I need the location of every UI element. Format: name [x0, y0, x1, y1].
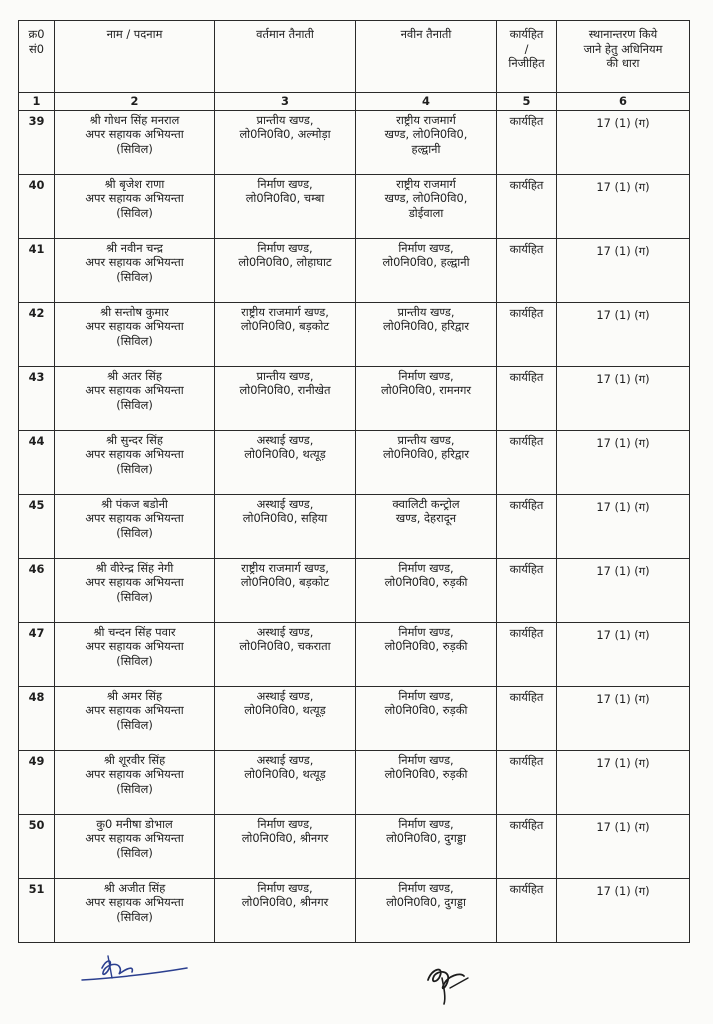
reason-cell: कार्यहित [497, 430, 557, 494]
cell-line: निर्माण खण्ड, [257, 816, 313, 831]
cell-line: निजीहित [508, 56, 545, 71]
name-designation-cell [55, 558, 215, 622]
cell-line: (सिविल) [116, 141, 153, 156]
table-body [19, 110, 690, 942]
transfer-table [18, 20, 690, 943]
cell-line: लो0नि0वि0, रामनगर [380, 383, 472, 398]
new-posting-cell [356, 814, 497, 878]
name-designation-cell [55, 302, 215, 366]
cell-line: (सिविल) [116, 589, 153, 604]
cell-line: अपर सहायक अभियन्ता [85, 383, 184, 398]
reason-cell: कार्यहित [497, 302, 557, 366]
signature-left-icon [72, 950, 192, 990]
serial-number-cell: 44 [19, 430, 55, 494]
new-posting-cell [356, 622, 497, 686]
table-row [19, 430, 690, 494]
new-posting-cell [356, 686, 497, 750]
table-row [19, 366, 690, 430]
cell-line: प्रान्तीय खण्ड, [256, 112, 314, 127]
cell-line: निर्माण खण्ड, [398, 240, 454, 255]
cell-line: श्री बृजेश राणा [104, 176, 165, 191]
new-posting-cell [356, 174, 497, 238]
current-posting-cell [215, 494, 356, 558]
cell-line: निर्माण खण्ड, [398, 816, 454, 831]
cell-line: अपर सहायक अभियन्ता [85, 511, 184, 526]
cell-line: खण्ड, देहरादून [395, 511, 457, 526]
cell-line: कार्यहित [509, 27, 544, 41]
new-posting-cell [356, 238, 497, 302]
name-designation-cell [55, 878, 215, 942]
cell-line: लो0नि0वि0, रानीखेत [239, 383, 331, 398]
cell-line: प्रान्तीय खण्ड, [256, 368, 314, 383]
cell-line: (सिविल) [116, 909, 153, 924]
cell-line: (सिविल) [116, 461, 153, 476]
name-designation-cell [55, 430, 215, 494]
cell-line: लो0नि0वि0, श्रीनगर [241, 831, 329, 846]
serial-number-cell: 39 [19, 110, 55, 174]
cell-line: श्री गोधन सिंह मनराल [89, 112, 180, 127]
column-number: 4 [356, 93, 497, 111]
column-number: 3 [215, 93, 356, 111]
cell-line: लो0नि0वि0, रुड़की [384, 639, 468, 654]
name-designation-cell [55, 366, 215, 430]
cell-line: कु0 मनीषा डोभाल [96, 816, 173, 831]
cell-line: डोईवाला [408, 205, 444, 220]
cell-line: स्थानान्तरण किये [588, 27, 658, 41]
column-number: 2 [55, 93, 215, 111]
cell-line: अपर सहायक अभियन्ता [85, 895, 184, 910]
table-row [19, 686, 690, 750]
table-row [19, 750, 690, 814]
header-act-section [557, 21, 690, 93]
cell-line: लो0नि0वि0, रुड़की [384, 767, 468, 782]
new-posting-cell [356, 558, 497, 622]
cell-line: राष्ट्रीय राजमार्ग [396, 112, 456, 127]
cell-line: / [524, 41, 529, 56]
cell-line: अपर सहायक अभियन्ता [85, 447, 184, 462]
reason-cell: कार्यहित [497, 366, 557, 430]
cell-line: निर्माण खण्ड, [398, 752, 454, 767]
name-designation-cell [55, 174, 215, 238]
act-section-cell: 17 (1) (ग) [557, 302, 690, 366]
cell-line: हल्द्वानी [411, 141, 441, 156]
current-posting-cell [215, 558, 356, 622]
cell-line: प्रान्तीय खण्ड, [397, 304, 455, 319]
cell-line: प्रान्तीय खण्ड, [397, 432, 455, 447]
cell-line: लो0नि0वि0, दुगड्डा [386, 895, 466, 910]
cell-line: सं0 [29, 41, 44, 56]
cell-line: अपर सहायक अभियन्ता [85, 191, 184, 206]
cell-line: लो0नि0वि0, हरिद्वार [382, 447, 470, 462]
cell-line: (सिविल) [116, 717, 153, 732]
cell-line: निर्माण खण्ड, [398, 688, 454, 703]
cell-line: लो0नि0वि0, चकराता [239, 639, 331, 654]
act-section-cell: 17 (1) (ग) [557, 430, 690, 494]
act-section-cell: 17 (1) (ग) [557, 622, 690, 686]
new-posting-cell [356, 878, 497, 942]
cell-line: (सिविल) [116, 653, 153, 668]
cell-line: (सिविल) [116, 845, 153, 860]
current-posting-cell [215, 366, 356, 430]
header-name-designation [55, 21, 215, 93]
cell-line: लो0नि0वि0, थत्यूड़ [244, 767, 326, 782]
cell-line: अस्थाई खण्ड, [256, 432, 314, 447]
reason-cell: कार्यहित [497, 494, 557, 558]
table-row [19, 494, 690, 558]
name-designation-cell [55, 686, 215, 750]
name-designation-cell [55, 494, 215, 558]
new-posting-cell [356, 494, 497, 558]
current-posting-cell [215, 622, 356, 686]
reason-cell: कार्यहित [497, 622, 557, 686]
name-designation-cell [55, 622, 215, 686]
cell-line: निर्माण खण्ड, [398, 560, 454, 575]
act-section-cell: 17 (1) (ग) [557, 366, 690, 430]
cell-line: (सिविल) [116, 397, 153, 412]
current-posting-cell [215, 238, 356, 302]
act-section-cell: 17 (1) (ग) [557, 750, 690, 814]
table-row [19, 110, 690, 174]
act-section-cell: 17 (1) (ग) [557, 686, 690, 750]
table-row [19, 302, 690, 366]
header-new-posting [356, 21, 497, 93]
cell-line: निर्माण खण्ड, [257, 880, 313, 895]
cell-line: राष्ट्रीय राजमार्ग [396, 176, 456, 191]
cell-line: श्री पंकज बडोनी [101, 496, 168, 511]
name-designation-cell [55, 814, 215, 878]
name-designation-cell [55, 750, 215, 814]
cell-line: अस्थाई खण्ड, [256, 752, 314, 767]
cell-line: अपर सहायक अभियन्ता [85, 255, 184, 270]
cell-line: श्री सुन्दर सिंह [106, 432, 163, 447]
cell-line: श्री अतर सिंह [107, 368, 162, 383]
reason-cell: कार्यहित [497, 750, 557, 814]
cell-line: लो0नि0वि0, दुगड्डा [386, 831, 466, 846]
current-posting-cell [215, 878, 356, 942]
cell-line: लो0नि0वि0, हरिद्वार [382, 319, 470, 334]
cell-line: क्वालिटी कन्ट्रोल [392, 496, 460, 511]
serial-number-cell: 47 [19, 622, 55, 686]
reason-cell: कार्यहित [497, 110, 557, 174]
cell-line: अपर सहायक अभियन्ता [85, 319, 184, 334]
cell-line: श्री सन्तोष कुमार [100, 304, 169, 319]
cell-line: निर्माण खण्ड, [257, 176, 313, 191]
cell-line: निर्माण खण्ड, [398, 880, 454, 895]
act-section-cell: 17 (1) (ग) [557, 174, 690, 238]
cell-line: क्र0 [28, 27, 45, 41]
cell-line: अस्थाई खण्ड, [256, 496, 314, 511]
cell-line: (सिविल) [116, 269, 153, 284]
cell-line: नवीन तैनाती [400, 27, 452, 41]
new-posting-cell [356, 366, 497, 430]
cell-line: (सिविल) [116, 333, 153, 348]
act-section-cell: 17 (1) (ग) [557, 494, 690, 558]
serial-number-cell: 51 [19, 878, 55, 942]
cell-line: जाने हेतु अधिनियम [583, 41, 663, 56]
serial-number-cell: 48 [19, 686, 55, 750]
new-posting-cell [356, 110, 497, 174]
serial-number-cell: 45 [19, 494, 55, 558]
current-posting-cell [215, 430, 356, 494]
cell-line: लो0नि0वि0, चम्बा [245, 191, 325, 206]
cell-line: अस्थाई खण्ड, [256, 624, 314, 639]
cell-line: लो0नि0वि0, थत्यूड़ [244, 703, 326, 718]
new-posting-cell [356, 430, 497, 494]
cell-line: लो0नि0वि0, हल्द्वानी [382, 255, 470, 270]
cell-line: श्री अमर सिंह [106, 688, 163, 703]
cell-line: निर्माण खण्ड, [398, 368, 454, 383]
table-header [19, 21, 690, 111]
cell-line: लो0नि0वि0, बड़कोट [240, 319, 330, 334]
cell-line: राष्ट्रीय राजमार्ग खण्ड, [241, 560, 329, 575]
table-row [19, 878, 690, 942]
table-row [19, 814, 690, 878]
cell-line: राष्ट्रीय राजमार्ग खण्ड, [241, 304, 329, 319]
cell-line: निर्माण खण्ड, [398, 624, 454, 639]
header-current-posting [215, 21, 356, 93]
act-section-cell: 17 (1) (ग) [557, 878, 690, 942]
act-section-cell: 17 (1) (ग) [557, 238, 690, 302]
serial-number-cell: 43 [19, 366, 55, 430]
cell-line: वर्तमान तैनाती [256, 27, 314, 41]
cell-line: निर्माण खण्ड, [257, 240, 313, 255]
reason-cell: कार्यहित [497, 238, 557, 302]
reason-cell: कार्यहित [497, 686, 557, 750]
column-number-row [19, 93, 690, 111]
reason-cell: कार्यहित [497, 814, 557, 878]
cell-line: श्री वीरेन्द्र सिंह नेगी [95, 560, 174, 575]
table-row [19, 622, 690, 686]
signature-right-icon [410, 958, 480, 1008]
cell-line: लो0नि0वि0, सहिया [242, 511, 328, 526]
current-posting-cell [215, 110, 356, 174]
reason-cell: कार्यहित [497, 174, 557, 238]
current-posting-cell [215, 750, 356, 814]
column-number: 6 [557, 93, 690, 111]
column-number: 5 [497, 93, 557, 111]
table-row [19, 558, 690, 622]
cell-line: (सिविल) [116, 525, 153, 540]
name-designation-cell [55, 238, 215, 302]
table-row [19, 174, 690, 238]
cell-line: अपर सहायक अभियन्ता [85, 767, 184, 782]
reason-cell: कार्यहित [497, 878, 557, 942]
new-posting-cell [356, 750, 497, 814]
cell-line: लो0नि0वि0, थत्यूड़ [244, 447, 326, 462]
serial-number-cell: 50 [19, 814, 55, 878]
cell-line: लो0नि0वि0, रुड़की [384, 703, 468, 718]
cell-line: अपर सहायक अभियन्ता [85, 127, 184, 142]
table-row [19, 238, 690, 302]
header-reason [497, 21, 557, 93]
current-posting-cell [215, 686, 356, 750]
cell-line: खण्ड, लो0नि0वि0, [384, 127, 468, 142]
cell-line: अपर सहायक अभियन्ता [85, 639, 184, 654]
cell-line: श्री शूरवीर सिंह [103, 752, 166, 767]
cell-line: लो0नि0वि0, श्रीनगर [241, 895, 329, 910]
serial-number-cell: 49 [19, 750, 55, 814]
act-section-cell: 17 (1) (ग) [557, 814, 690, 878]
cell-line: श्री नवीन चन्द्र [106, 240, 163, 255]
name-designation-cell [55, 110, 215, 174]
cell-line: अपर सहायक अभियन्ता [85, 575, 184, 590]
serial-number-cell: 46 [19, 558, 55, 622]
cell-line: अपर सहायक अभियन्ता [85, 831, 184, 846]
current-posting-cell [215, 814, 356, 878]
header-row [19, 21, 690, 93]
cell-line: (सिविल) [116, 205, 153, 220]
serial-number-cell: 42 [19, 302, 55, 366]
serial-number-cell: 41 [19, 238, 55, 302]
current-posting-cell [215, 174, 356, 238]
cell-line: लो0नि0वि0, लोहाघाट [238, 255, 332, 270]
cell-line: अस्थाई खण्ड, [256, 688, 314, 703]
header-serial-no [19, 21, 55, 93]
column-number: 1 [19, 93, 55, 111]
reason-cell: कार्यहित [497, 558, 557, 622]
new-posting-cell [356, 302, 497, 366]
current-posting-cell [215, 302, 356, 366]
cell-line: लो0नि0वि0, अल्मोड़ा [239, 127, 331, 142]
cell-line: (सिविल) [116, 781, 153, 796]
cell-line: लो0नि0वि0, बड़कोट [240, 575, 330, 590]
cell-line: श्री चन्दन सिंह पवार [93, 624, 176, 639]
cell-line: नाम / पदनाम [106, 27, 163, 41]
cell-line: लो0नि0वि0, रुड़की [384, 575, 468, 590]
cell-line: श्री अजीत सिंह [103, 880, 166, 895]
act-section-cell: 17 (1) (ग) [557, 558, 690, 622]
serial-number-cell: 40 [19, 174, 55, 238]
cell-line: की धारा [606, 56, 640, 71]
cell-line: अपर सहायक अभियन्ता [85, 703, 184, 718]
act-section-cell: 17 (1) (ग) [557, 110, 690, 174]
cell-line: खण्ड, लो0नि0वि0, [384, 191, 468, 206]
